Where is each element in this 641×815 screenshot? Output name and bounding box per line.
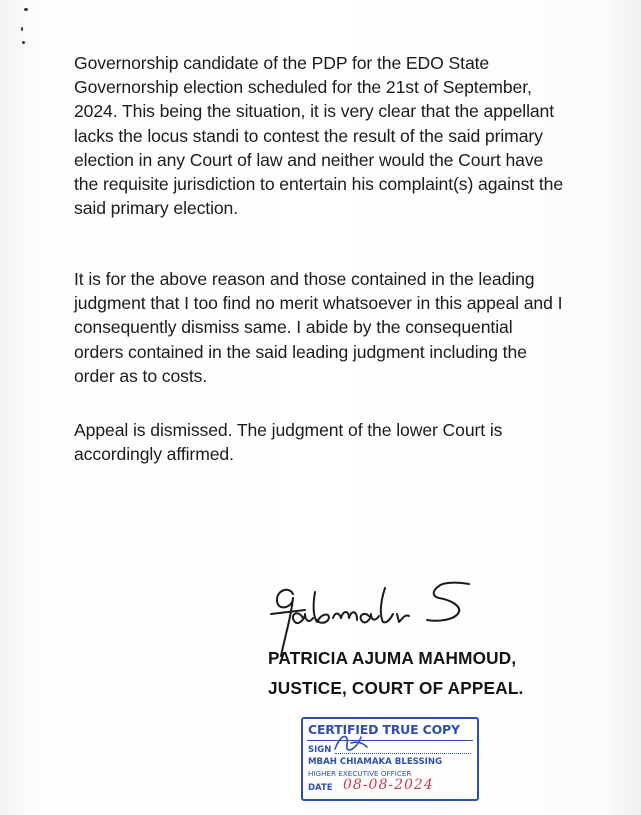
paragraph-no-merit: It is for the above reason and those contained in the leading judgment that I too find no merit whatsoever in this appeal and I consequently dismiss same. I abide by the consequential orders contained in the said leading judgment including the order as to costs.	[74, 269, 563, 386]
page-speck	[22, 41, 25, 44]
paragraph-appeal-dismissed: Appeal is dismissed. The judgment of the lower Court is accordingly affirmed.	[74, 420, 503, 465]
page-speck	[21, 27, 23, 31]
stamp-title: CERTIFIED TRUE COPY	[308, 722, 460, 737]
stamp-officer-name: MBAH CHIAMAKA BLESSING	[308, 757, 443, 767]
handwritten-signature	[263, 578, 503, 658]
signatory-name: PATRICIA AJUMA MAHMOUD,	[268, 648, 517, 668]
stamp-officer-title: HIGHER EXECUTIVE OFFICER	[308, 769, 412, 778]
signatory-title: JUSTICE, COURT OF APPEAL.	[268, 678, 524, 698]
page-speck	[24, 8, 28, 11]
stamp-initials-scribble	[331, 729, 371, 757]
stamp-date-label: DATE	[308, 783, 333, 793]
certified-true-copy-stamp	[301, 717, 479, 801]
stamp-sign-label: SIGN	[308, 745, 332, 755]
stamp-date-value: 08-08-2024	[343, 777, 434, 793]
paragraph-locus-standi: Governorship candidate of the PDP for the EDO State Governorship election scheduled for the 21st of September, 2024. This being the situation, it is very clear that the appellant lacks the locus standi to contest the result of the said primary election in any Court of law and neither would the Court have the requisite jurisdiction to entertain his complaint(s) against the said primary election.	[74, 53, 564, 219]
